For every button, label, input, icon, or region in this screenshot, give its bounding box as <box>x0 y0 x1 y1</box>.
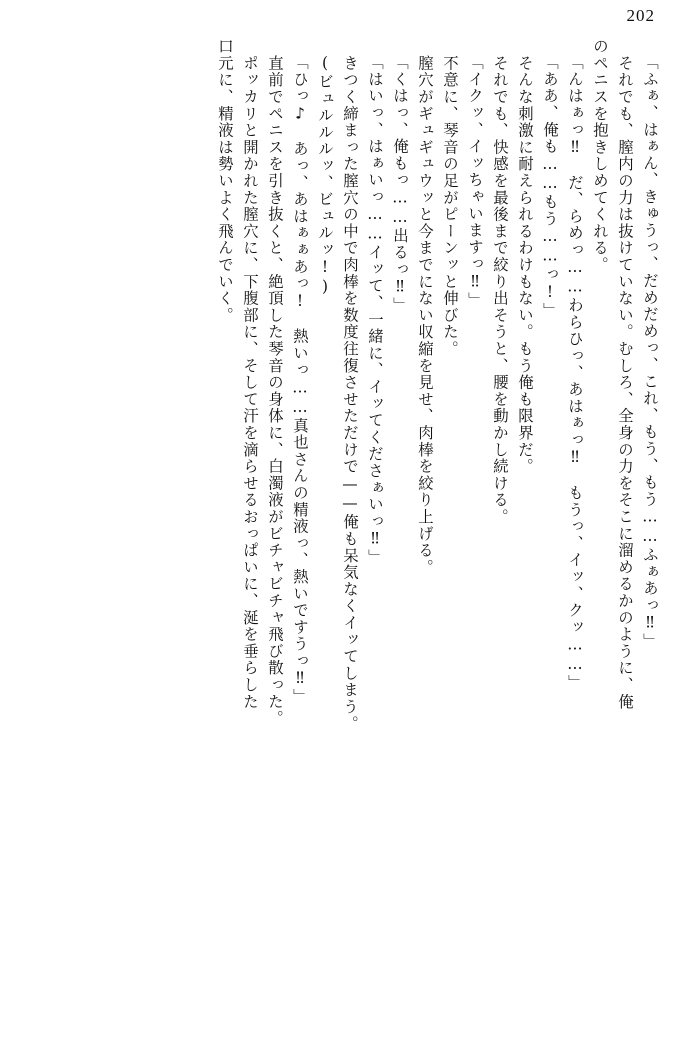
text-column: 膣穴がギュギュウッと今までにない収縮を見せ、肉棒を絞り上げる。 <box>416 38 434 576</box>
text-column: 「ああ、俺も……もう……っ!」 <box>541 54 559 319</box>
text-column: そんな刺激に耐えられるわけもない。もう俺も限界だ。 <box>516 38 534 475</box>
novel-text-body <box>22 38 657 1038</box>
text-column: 「ひっ♪ あっ、あはぁぁあっ! 熱いっ……真也さんの精液っ、熱いですうっ‼」 <box>291 54 309 706</box>
text-column: 不意に、琴音の足がピーンッと伸びた。 <box>441 38 459 358</box>
page-number: 202 <box>626 6 655 25</box>
text-column: 「はいっ、はぁいっ……イッて、一緒に、イッてくださぁいっ‼」 <box>366 54 384 566</box>
text-column: のペニスを抱きしめてくれる。 <box>591 38 609 274</box>
text-column: 口元に、精液は勢いよく飛んでいく。 <box>216 38 234 324</box>
text-column: ポッカリと開かれた膣穴に、下腹部に、そして汗を滴らせるおっぱいに、涎を垂らした <box>241 38 259 710</box>
text-column: 直前でペニスを引き抜くと、絶頂した琴音の身体に、白濁液がビチャビチャ飛び散った。 <box>266 38 284 727</box>
text-column: それでも、快感を最後まで絞り出そうと、腰を動かし続ける。 <box>491 38 509 526</box>
text-column: 「イクッ、イッちゃいますっ‼」 <box>466 54 484 309</box>
text-column: それでも、膣内の力は抜けていない。むしろ、全身の力をそこに溜めるかのように、俺 <box>616 38 634 710</box>
text-column: 「くはっ、俺もっ……出るっ‼」 <box>391 54 409 314</box>
text-column: きつく締まった膣穴の中で肉棒を数度往復させただけで——俺も呆気なくイッてしまう。 <box>341 38 359 732</box>
text-column: 「ふぁ、はぁん、きゅうっ、だめだめっ、これ、もう、もう……ふぁあっ‼」 <box>641 54 659 650</box>
text-column: (ビュルルルッ、ビュルッ!) <box>316 54 334 297</box>
text-column: 「んはぁっ‼ だ、らめっ……わらひっ、あはぁっ‼ もうっ、イッ、クッ……」 <box>566 54 584 692</box>
